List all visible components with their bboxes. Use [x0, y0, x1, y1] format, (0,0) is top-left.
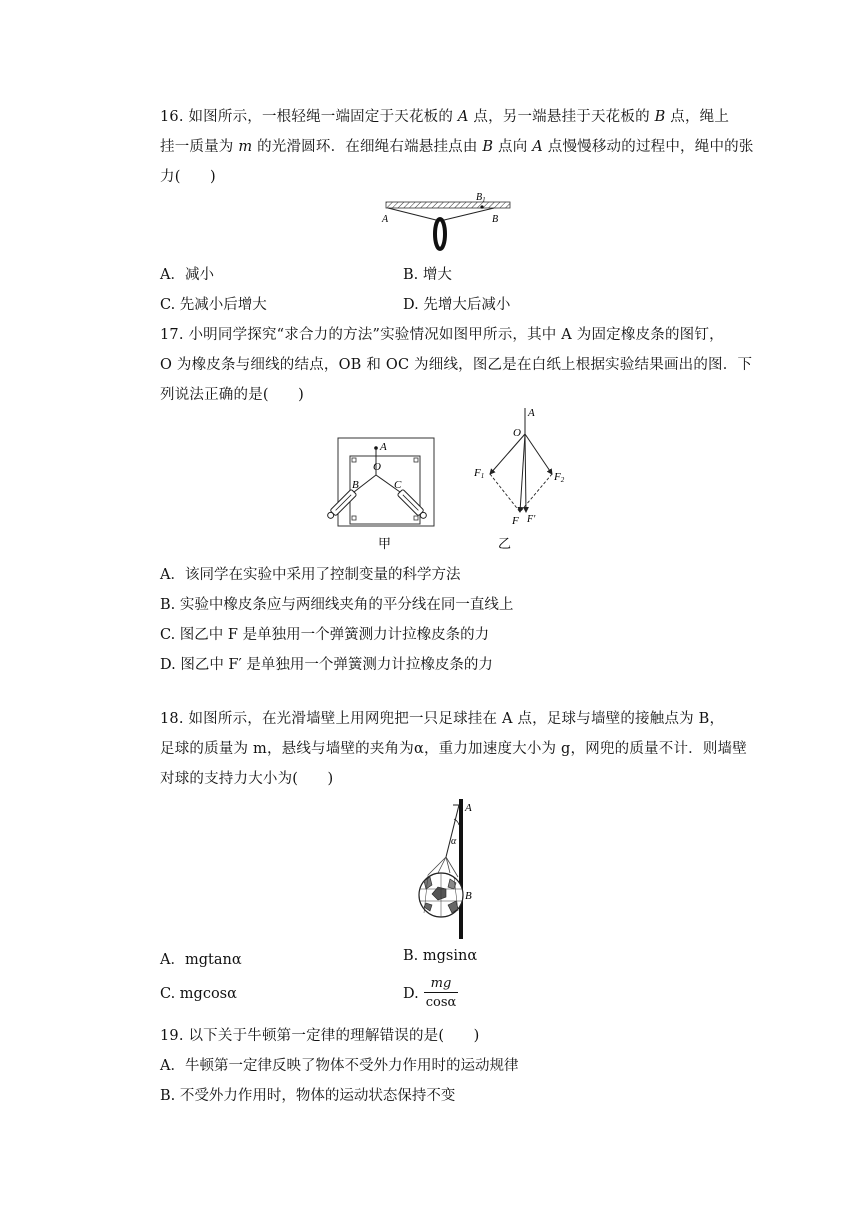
wall	[459, 799, 463, 939]
net-line	[438, 857, 446, 873]
label-f-prime: F'	[527, 514, 536, 525]
label-b: B	[465, 890, 472, 902]
ring	[435, 219, 445, 249]
q16-option-b[interactable]: B. 增大	[403, 267, 452, 283]
fraction-denominator: cosα	[425, 995, 457, 1010]
q16-option-d[interactable]: D. 先增大后减小	[403, 297, 511, 313]
q19-stem-line1: 19. 以下关于牛顿第一定律的理解错误的是( )	[160, 1028, 480, 1044]
vector-f1	[490, 434, 525, 474]
label-o: O	[373, 461, 381, 473]
q18-option-c[interactable]: C. mgcosα	[160, 986, 237, 1002]
q17-option-b[interactable]: B. 实验中橡皮条应与两细线夹角的平分线在同一直线上	[160, 597, 514, 613]
q16-stem-line2: 挂一质量为 m 的光滑圆环．在细绳右端悬挂点由 B 点向 A 点慢慢移动的过程中，绳中的张	[160, 139, 754, 155]
q17-stem-line1: 17. 小明同学探究“求合力的方法”实验情况如图甲所示，其中 A 为固定橡皮条的图钉，	[160, 327, 724, 343]
vector-f	[520, 434, 525, 512]
label-o: O	[513, 427, 521, 439]
pin	[414, 516, 418, 520]
q17-stem-line3: 列说法正确的是( )	[160, 387, 305, 403]
caption-yi: 乙	[498, 536, 512, 551]
q19-option-b[interactable]: B. 不受外力作用时，物体的运动状态保持不变	[160, 1088, 456, 1104]
q18-option-d-label[interactable]: D.	[403, 986, 419, 1002]
q17-option-a[interactable]: A．该同学在实验中采用了控制变量的科学方法	[160, 567, 461, 583]
q16-figure	[378, 188, 518, 260]
q16-option-c[interactable]: C. 先减小后增大	[160, 297, 267, 313]
paper	[350, 456, 420, 524]
label-f1: F1	[474, 467, 485, 480]
rope-right	[440, 208, 494, 221]
label-f2: F2	[554, 471, 565, 484]
pin	[414, 458, 418, 462]
q18-figure	[410, 797, 490, 941]
vector-f2	[525, 434, 552, 474]
pin	[352, 458, 356, 462]
q17-option-d[interactable]: D. 图乙中 F′ 是单独用一个弹簧测力计拉橡皮条的力	[160, 657, 493, 673]
q19-option-a[interactable]: A．牛顿第一定律反映了物体不受外力作用时的运动规律	[160, 1058, 519, 1074]
spring-scale-right	[397, 489, 428, 520]
fraction-numerator: mg	[424, 976, 458, 993]
q18-stem-line2: 足球的质量为 m，悬线与墙壁的夹角为α，重力加速度大小为 g，网兜的质量不计．则墙壁	[160, 741, 747, 757]
dashed-right	[520, 474, 552, 512]
label-a: A	[465, 802, 472, 814]
label-f: F	[512, 515, 519, 527]
q18-stem-line3: 对球的支持力大小为( )	[160, 771, 334, 787]
vector-f-prime	[525, 434, 526, 512]
ceiling	[386, 202, 510, 208]
label-c: C	[394, 479, 402, 491]
q16-stem-line1: 16. 如图所示，一根轻绳一端固定于天花板的 A 点，另一端悬挂于天花板的 B 点，绳上	[160, 109, 730, 125]
label-b1: $B_1$	[476, 192, 486, 204]
q17-figure-yi	[468, 404, 578, 554]
q16-option-a[interactable]: A．减小	[160, 267, 214, 283]
label-a: A	[528, 407, 535, 419]
q18-option-d-fraction[interactable]	[424, 976, 458, 1010]
point-b1	[480, 205, 483, 208]
hang-line	[446, 805, 459, 857]
label-a: A	[382, 214, 389, 225]
net-line	[428, 857, 446, 875]
dashed-left	[490, 474, 520, 512]
q17-stem-line2: O 为橡皮条与细线的结点，OB 和 OC 为细线，图乙是在白纸上根据实验结果画出的图．下	[160, 357, 753, 373]
q17-option-c[interactable]: C. 图乙中 F 是单独用一个弹簧测力计拉橡皮条的力	[160, 627, 490, 643]
q18-stem-line1: 18. 如图所示，在光滑墙壁上用网兜把一只足球挂在 A 点，足球与墙壁的接触点为 B，	[160, 711, 725, 727]
label-b: B	[492, 214, 499, 225]
caption-jia: 甲	[378, 536, 392, 551]
q17-figure-jia	[320, 432, 440, 552]
net-line	[446, 857, 450, 873]
label-a: A	[380, 441, 387, 453]
rope-left	[388, 208, 440, 221]
q18-option-a[interactable]: A．mgtanα	[160, 952, 242, 968]
pin	[352, 516, 356, 520]
label-b: B	[352, 479, 359, 491]
q16-stem-line3: 力( )	[160, 169, 216, 185]
q18-option-b[interactable]: B. mgsinα	[403, 948, 478, 964]
label-alpha: α	[451, 836, 457, 847]
